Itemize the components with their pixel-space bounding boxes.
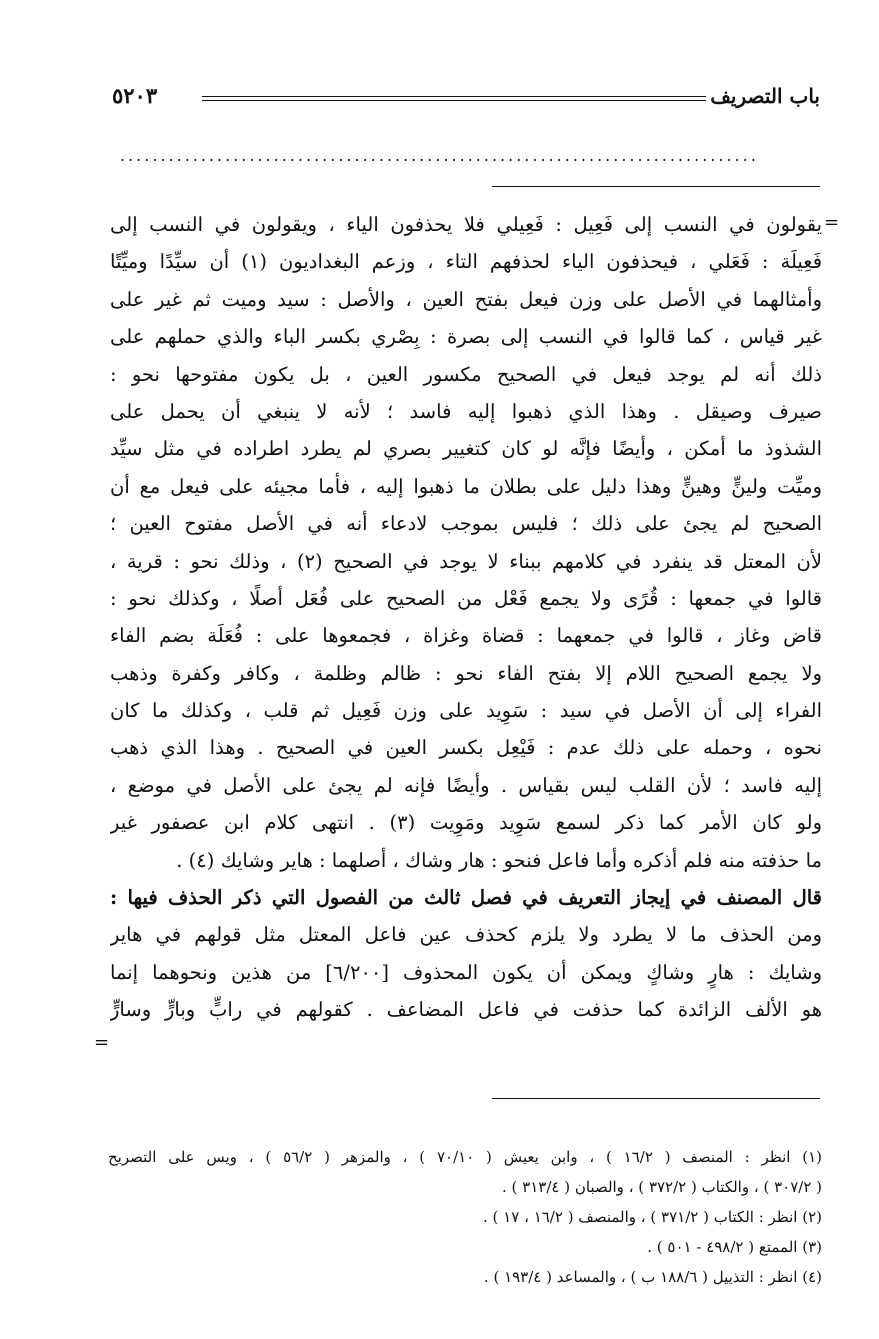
text-line: ولا يجمع الصحيح اللام إلا بفتح الفاء نحو : ظالم وظلمة ، وكافر وكفرة وذهب [110,661,822,685]
dotted-separator: ............................................................................... [120,146,759,165]
text-line: الصحيح لم يجئ على ذلك ؛ فليس بموجب لادعاء أنه في الأصل مفتوح العين ؛ [110,512,822,536]
top-rule [492,186,820,187]
continuation-mark-top: = [824,212,840,233]
footnote-line: (٢) انظر : الكتاب ( ٣٧١/٢ ) ، والمنصف ( ١٦/٢ ، ١٧ ) . [483,1208,822,1226]
text-line: غير قياس ، كما قالوا في النسب إلى بصرة : بِصْري بكسر الباء والذي حملهم على [110,325,822,349]
page-header [112,84,820,118]
text-line: قاض وغاز ، قالوا في جمعهما : قضاة وغزاة ، فجمعوها على : فُعَلَة بضم الفاء [110,624,822,648]
footnotes [108,1142,822,1292]
text-line: الفراء إلى أن الأصل في سيد : سَوِيد على وزن فَعِيل ثم قلب ، وكذلك ما كان [110,699,822,723]
text-line: ما حذفته منه فلم أذكره وأما فاعل فنحو : هار وشاك ، أصلهما : هاير وشايك (٤) . [176,848,822,872]
text-line: وميِّت ولينٍّ وهينٍّ وهذا دليل على بطلان ما ذهبوا إليه ، فأما مجيئه على فيعل مع أن [110,474,822,498]
text-line: فَعِيلَة : فَعَلي ، فيحذفون الياء لحذفهم التاء ، وزعم البغداديون (١) أن سيِّدًا وميِّتًا [110,250,822,274]
footnote-line: (١) انظر : المنصف ( ١٦/٢ ) ، وابن يعيش ( ٧٠/١٠ ) ، والمزهر ( ٥٦/٢ ) ، ويس على التصريح [108,1148,822,1166]
text-line: إليه فاسد ؛ لأن القلب ليس بقياس . وأيضًا فإنه لم يجئ على الأصل في موضع ، [110,773,822,797]
footnote-line: (٤) انظر : التذييل ( ١٨٨/٦ ب ) ، والمساعد ( ١٩٣/٤ ) . [483,1268,822,1286]
footnote-line: (٣) الممتع ( ٤٩٨/٢ - ٥٠١ ) . [647,1238,822,1256]
text-line: يقولون في النسب إلى فَعِيل : فَعِيلي فلا يحذفون الياء ، ويقولون في النسب إلى [110,213,822,236]
text-line: ولو كان الأمر كما ذكر لسمع سَوِيد ومَوِيت (٣) . انتهى كلام ابن عصفور غير [110,811,822,835]
main-text [110,206,822,1029]
text-line: لأن المعتل قد ينفرد في كلامهم ببناء لا يوجد في الصحيح (٢) ، وذلك نحو : قرية ، [110,549,822,573]
text-line: ومن الحذف ما لا يطرد ولا يلزم كحذف عين فاعل المعتل مثل قولهم في هاير [110,923,822,947]
footnote-line: ( ٣٠٧/٢ ) ، والكتاب ( ٣٧٢/٢ ) ، والصبان ( ٣١٣/٤ ) . [502,1178,822,1196]
page-number: ٥٢٠٣ [112,83,158,108]
text-line: قالوا في جمعها : قُرًى ولا يجمع فَعْل من الصحيح على فُعَل أصلًا ، وكذلك نحو : [110,586,822,610]
header-double-rule [202,96,706,101]
footnote-rule [492,1098,820,1099]
text-line: نحوه ، وحمله على ذلك عدم : فَيْعِل بكسر العين في الصحيح . وهذا الذي ذهب [110,736,822,760]
text-line: صيرف وصيقل . وهذا الذي ذهبوا إليه فاسد ؛ لأنه لا ينبغي أن يحمل على [110,399,822,423]
text-line: وأمثالهما في الأصل على وزن فيعل بفتح العين ، والأصل : سيد وميت ثم غير على [110,287,822,311]
continuation-mark-bottom: = [94,1032,110,1053]
text-line: وشايك : هارٍ وشاكٍ ويمكن أن يكون المحذوف [٦/٢٠٠] من هذين ونحوهما إنما [110,960,822,984]
chapter-title: باب التصريف [710,84,820,108]
section-heading-line: قال المصنف في إيجاز التعريف في فصل ثالث من الفصول التي ذكر الحذف فيها : [110,886,822,910]
text-line: هو الألف الزائدة كما حذفت في فاعل المضاعف . كقولهم في رابٍّ وبارٍّ وسارٍّ [110,998,822,1022]
text-line: ذلك أنه لم يوجد فيعل في الصحيح مكسور العين ، بل يكون مفتوحها نحو : [110,362,822,386]
text-line: الشذوذ ما أمكن ، وأيضًا فإنَّه لو كان كتغيير بصري لم يطرد اطراده في مثل سيِّد [110,437,822,461]
